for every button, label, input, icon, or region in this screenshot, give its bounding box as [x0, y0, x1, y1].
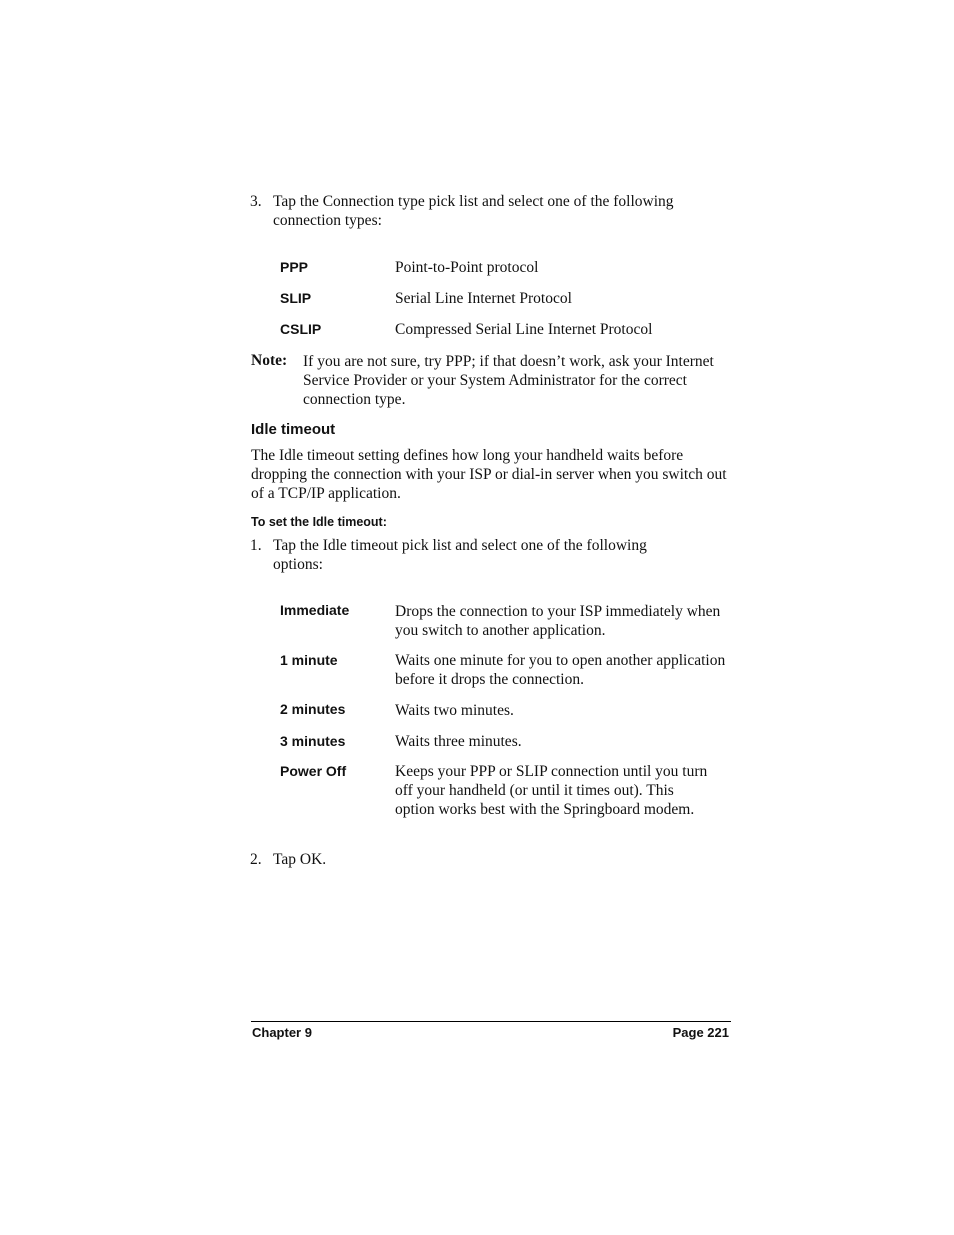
step-3-text: Tap the Connection type pick list and select one of the following connection types:	[273, 193, 674, 229]
option-term-3-minutes: 3 minutes	[280, 733, 346, 749]
step-1-text: Tap the Idle timeout pick list and select one of the following options:	[273, 537, 647, 573]
connection-type-term-slip: SLIP	[280, 290, 312, 306]
connection-type-term-cslip: CSLIP	[280, 321, 322, 337]
option-desc-2-minutes: Waits two minutes.	[395, 702, 514, 719]
idle-timeout-heading: Idle timeout	[251, 421, 336, 438]
footer-divider	[251, 1021, 731, 1022]
connection-type-desc-slip: Serial Line Internet Protocol	[395, 290, 572, 307]
option-term-power-off: Power Off	[280, 763, 347, 779]
option-desc-3-minutes: Waits three minutes.	[395, 733, 522, 750]
option-term-1-minute: 1 minute	[280, 652, 338, 668]
connection-type-term-ppp: PPP	[280, 259, 309, 275]
connection-type-desc-ppp: Point-to-Point protocol	[395, 259, 539, 276]
note-label: Note:	[251, 352, 288, 369]
step-2-text: Tap OK.	[273, 851, 327, 868]
option-desc-immediate: Drops the connection to your ISP immediately when you switch to another application.	[395, 603, 721, 639]
option-term-immediate: Immediate	[280, 602, 350, 618]
idle-timeout-paragraph: The Idle timeout setting defines how long your handheld waits before dropping the connection with your ISP or dial-in server when you switch out of a TCP/IP application.	[251, 447, 727, 502]
step-2-number: 2.	[250, 851, 262, 868]
option-term-2-minutes: 2 minutes	[280, 701, 346, 717]
step-3-number: 3.	[250, 193, 262, 210]
footer-page-number: Page 221	[672, 1025, 729, 1040]
note-text: If you are not sure, try PPP; if that doesn’t work, ask your Internet Service Provider or your System Administrator for the correct connection type.	[303, 353, 714, 408]
option-desc-1-minute: Waits one minute for you to open another application before it drops the connection.	[395, 652, 726, 688]
procedure-heading: To set the Idle timeout:	[251, 515, 387, 529]
connection-type-desc-cslip: Compressed Serial Line Internet Protocol	[395, 321, 653, 338]
footer-chapter: Chapter 9	[252, 1025, 312, 1040]
step-1-number: 1.	[250, 537, 262, 554]
option-desc-power-off: Keeps your PPP or SLIP connection until you turn off your handheld (or until it times out). This option works best with the Springboard modem.	[395, 763, 708, 818]
